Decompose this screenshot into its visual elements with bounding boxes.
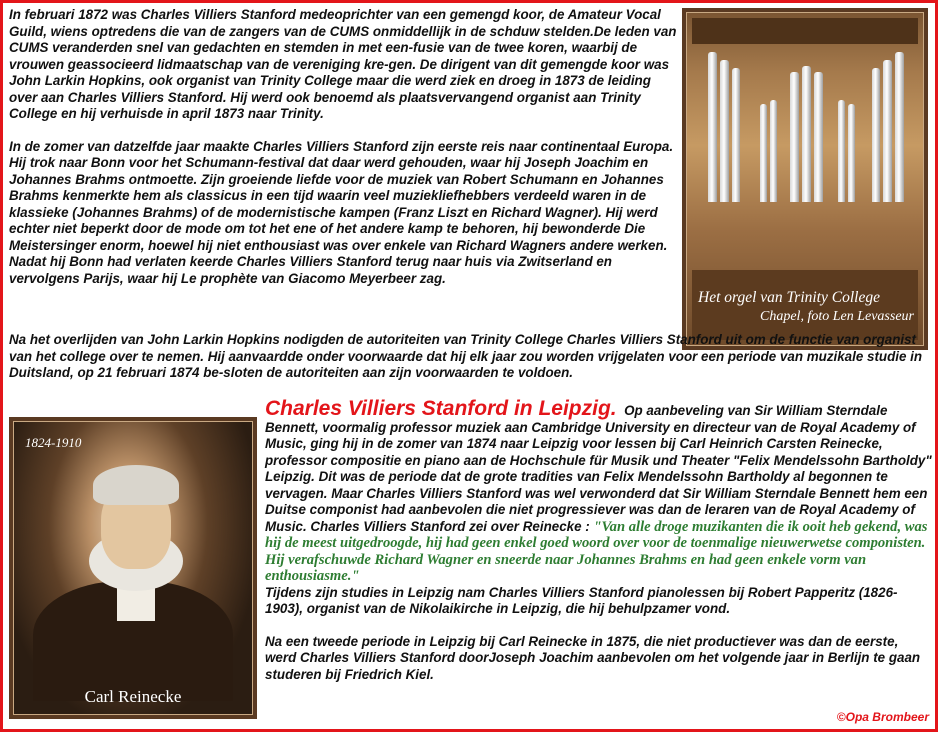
organ-pipe <box>770 100 777 202</box>
paragraph-3: Na het overlijden van John Larkin Hopkins nodigden de autoriteiten van Trinity College Charles Villiers Stanford uit om de functie van organist van het college over te nemen. Hij aanvaardde onder voorwaarde dat hij elk jaar zou worden vrijgelaten voor een periode van muzikale studie in Duitsland, op 21 februari 1874 be-sloten de autoriteiten aan zijn voorwaarden te voldoen. <box>9 332 923 380</box>
reinecke-portrait <box>9 417 257 719</box>
leipzig-paragraph <box>265 397 933 585</box>
paragraph-3-container <box>9 332 927 382</box>
organ-case-top <box>692 18 918 44</box>
after-quote-paragraph: Tijdens zijn studies in Leipzig nam Charles Villiers Stanford pianolessen bij Robert Papperitz (1826-1903), organist van de Nikolaikirche in Leipzig, die hij behulpzamer vond. <box>265 584 898 616</box>
organ-pipe <box>720 60 729 202</box>
organ-pipe <box>814 72 823 202</box>
section-heading: Charles Villiers Stanford in Leipzig. <box>265 397 617 420</box>
intro-text <box>9 7 677 287</box>
reinecke-quote: "Van alle droge muzikanten die ik ooit heb gekend, was hij de meest uitgedroogde, hij had geen enkel goed woord over voor de toenmalige nieuwerwetse componisten. Hij verafschuwde Richard Wagner en sneerde naar Johannes Brahms en had geen enkele vorm van enthousiasme." <box>265 518 928 584</box>
organ-pipe <box>872 68 880 202</box>
organ-caption-line1: Het orgel van Trinity College <box>698 289 880 306</box>
organ-pipe <box>838 100 845 202</box>
organ-photo <box>682 8 928 350</box>
last-paragraph: Na een tweede periode in Leipzig bij Carl Reinecke in 1875, die niet productiever was dan de eerste, werd Charles Villiers Stanford doorJoseph Joachim aanbevolen om het volgende jaar in Berlijn te gaan studeren bij Friedrich Kiel. <box>265 633 921 682</box>
paragraph-1: In februari 1872 was Charles Villiers Stanford medeoprichter van een gemengd koor, de Amateur Vocal Guild, wiens optredens die van de zangers van de CUMS onmiddellijk in de schduw stelden.De leden van CUMS veranderden snel van gedachten en stemden in met een-fusie van de twee koren, waarbij de vrouwen geassocieerd lidmaatschap van de vereniging kre-gen. De dirigent van dit gemengde koor was John Larkin Hopkins, ook organist van Trinity College maar die werd ziek en droeg in 1873 de leiding over aan Charles Villiers Stanford. Hij werd ook benoemd als plaatsvervangend organist aan Trinity College en hij verhuisde in april 1873 naar Trinity. <box>9 7 677 121</box>
portrait-dates: 1824-1910 <box>25 435 82 450</box>
organ-caption <box>696 288 914 326</box>
leipzig-section <box>265 397 933 683</box>
copyright: ©Opa Brombeer <box>836 709 929 724</box>
section-body: Op aanbeveling van Sir William Sterndale Bennett, voormalig professor muziek aan Cambridge University en directeur van de Royal Academy of Music, ging hij in de zomer van 1874 naar Leipzig voor lessen bij Carl Heinrich Carsten Reinecke, professor compositie en piano aan de Hochschule für Musik und Theater "Felix Mendelssohn Bartholdy" Leipzig. Dit was de periode dat de grote tradities van Felix Mendelssohn Bartholdy al begonnen te vervagen. Maar Charles Villiers Stanford was wel verwonderd dat Sir William Sterndale Bennett hem een Duitse componist had aanbevolen die niet progressiever was dan de leraren van de Royal Academy of Music. Charles Villiers Stanford zei over Reinecke : <box>265 403 932 534</box>
organ-pipe <box>732 68 740 202</box>
portrait-name: Carl Reinecke <box>84 686 182 706</box>
organ-pipe <box>708 52 717 202</box>
organ-pipe <box>760 104 767 202</box>
paragraph-2: In de zomer van datzelfde jaar maakte Charles Villiers Stanford zijn eerste reis naar continentaal Europa. Hij trok naar Bonn voor het Schumann-festival dat daar werd gehouden, waar hij Joseph Joachim en Johannes Brahms ontmoette. Zijn groeiende liefde voor de muziek van Robert Schumann en Johannes Brahms kenmerkte hem als classicus in een tijd waarin veel muziekliefhebbers verdeeld waren in de klassieke (Johannes Brahms) of de modernistische kampen (Franz Liszt en Richard Wagner). Hij werd echter niet beperkt door de mode om tot het ene of het andere kamp te behoren, hij bewonderde Die Meistersinger enorm, hoewel hij niet enthousiast was over enkele van Richard Wagners andere werken. Nadat hij Bonn had verlaten keerde Charles Villiers Stanford terug naar huis via Zwitserland en vervolgens Parijs, waar hij Le prophète van Giacomo Meyerbeer zag. <box>9 138 674 286</box>
organ-caption-line2: Chapel, foto Len Levasseur <box>760 309 914 324</box>
portrait-hair <box>93 465 179 505</box>
organ-pipe <box>895 52 904 202</box>
organ-pipe <box>790 72 799 202</box>
organ-pipe <box>883 60 892 202</box>
organ-pipe <box>848 104 855 202</box>
organ-pipe <box>802 66 811 202</box>
